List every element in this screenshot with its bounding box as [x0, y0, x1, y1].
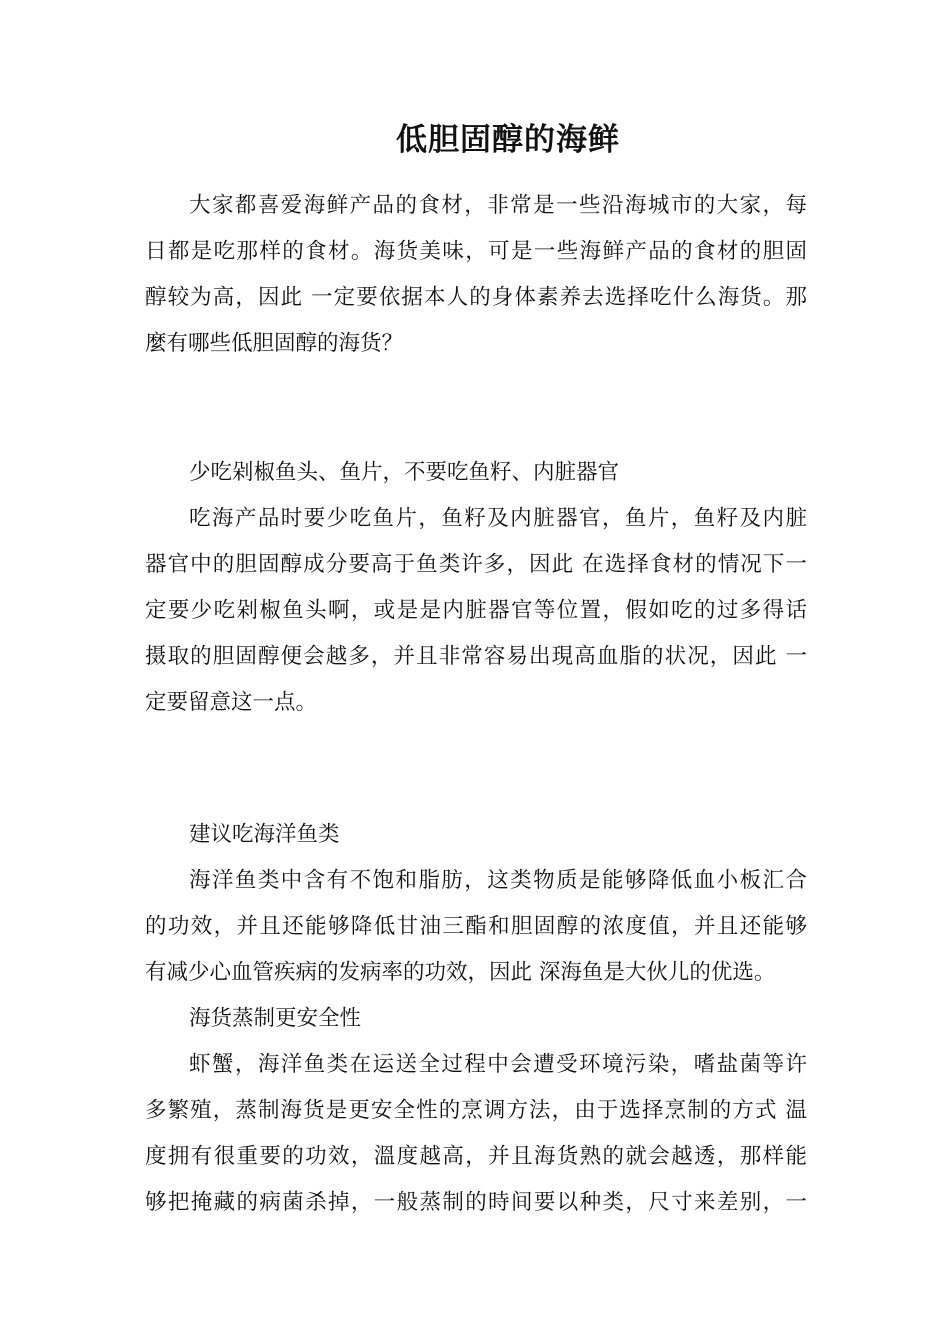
intro-line-4: 麼有哪些低胆固醇的海货？: [145, 331, 404, 356]
section1-line-5: 定要留意这一点。: [145, 690, 318, 715]
section1-line-3: 定要少吃剁椒鱼头啊，或是是内脏器官等位置，假如吃的过多得话: [145, 598, 807, 623]
section2-paragraph: [145, 858, 807, 996]
section3-heading: 海货蒸制更安全性: [189, 1006, 362, 1031]
section3-line-4: 够把掩藏的病菌杀掉，一般蒸制的時间要以种类，尺寸来差别，一: [145, 1190, 807, 1215]
section3-paragraph: [145, 1042, 807, 1226]
section3-line-1: 虾蟹，海洋鱼类在运送全过程中会遭受环境污染，嗜盐菌等许: [189, 1052, 807, 1077]
section2-line-3: 有减少心血管疾病的发病率的功效，因此 深海鱼是大伙儿的优选。: [145, 960, 776, 985]
intro-line-3: 醇较为高，因此 一定要依据本人的身体素养去选择吃什么海货。那: [145, 285, 807, 310]
intro-line-2: 日都是吃那样的食材。海货美味，可是一些海鲜产品的食材的胆固: [145, 239, 807, 264]
section2-line-1: 海洋鱼类中含有不饱和脂肪，这类物质是能够降低血小板汇合: [189, 868, 807, 893]
section1-line-4: 摄取的胆固醇便会越多，并且非常容易出現高血脂的状况，因此 一: [145, 644, 807, 669]
section2-line-2: 的功效，并且还能够降低甘油三酯和胆固醇的浓度值，并且还能够: [145, 914, 807, 939]
intro-line-1: 大家都喜爱海鲜产品的食材，非常是一些沿海城市的大家，每: [189, 193, 807, 218]
intro-paragraph: [145, 183, 807, 367]
section1-paragraph: [145, 496, 807, 726]
section1-line-1: 吃海产品时要少吃鱼片，鱼籽及内脏器官，鱼片，鱼籽及内脏: [189, 506, 807, 531]
section1-line-2: 器官中的胆固醇成分要高于鱼类许多，因此 在选择食材的情况下一: [145, 552, 807, 577]
section1-heading: 少吃剁椒鱼头、鱼片，不要吃鱼籽、内脏器官: [189, 460, 620, 485]
section2-heading: 建议吃海洋鱼类: [189, 822, 340, 847]
document-title: 低胆固醇的海鲜: [396, 122, 620, 158]
section3-line-3: 度拥有很重要的功效，溫度越高，并且海货熟的就会越透，那样能: [145, 1144, 807, 1169]
section3-line-2: 多繁殖，蒸制海货是更安全性的烹调方法，由于选择烹制的方式 温: [145, 1098, 807, 1123]
